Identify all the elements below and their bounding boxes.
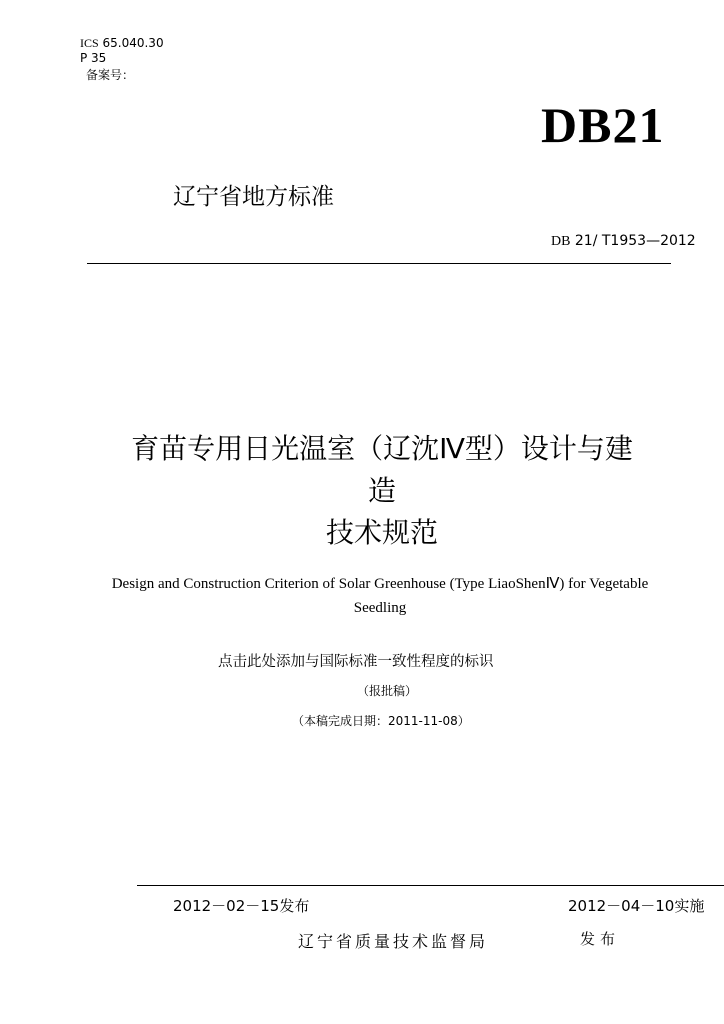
implementation-date: 2012－04－10实施 bbox=[568, 897, 705, 915]
footer-divider bbox=[137, 885, 724, 886]
title-line-3: 技术规范 bbox=[325, 516, 438, 549]
title-line-1: 育苗专用日光温室（辽沈Ⅳ型）设计与建 bbox=[131, 432, 633, 465]
issue-date: 2012－02－15发布 bbox=[173, 897, 310, 915]
ccs-code: P 35 bbox=[80, 51, 107, 65]
filing-number-label: 备案号： bbox=[86, 68, 135, 82]
standard-category: 辽宁省地方标准 bbox=[173, 184, 334, 210]
standard-number-prefix: DB bbox=[551, 234, 571, 249]
issue-label: 发布 bbox=[580, 930, 621, 948]
standard-mark: DB21 bbox=[541, 97, 665, 153]
title-line-2: 造 bbox=[367, 474, 396, 507]
completion-date: （本稿完成日期：2011-11-08） bbox=[292, 714, 470, 728]
document-title bbox=[96, 428, 668, 554]
english-title: Design and Construction Criterion of Solar Greenhouse (Type LiaoShenⅣ) for Vegetable Seedling bbox=[111, 576, 649, 616]
draft-status: （报批稿） bbox=[357, 684, 418, 698]
consistency-note[interactable]: 点击此处添加与国际标准一致性程度的标识 bbox=[218, 654, 494, 670]
standard-number bbox=[551, 233, 696, 250]
header-divider bbox=[87, 263, 671, 264]
standard-number-value: 21/ T1953—2012 bbox=[570, 233, 696, 249]
issuing-authority: 辽宁省质量技术监督局 bbox=[298, 932, 489, 951]
ics-label: ICS bbox=[80, 36, 99, 50]
ics-value: 65.040.30 bbox=[98, 36, 164, 50]
ics-code bbox=[80, 36, 164, 51]
